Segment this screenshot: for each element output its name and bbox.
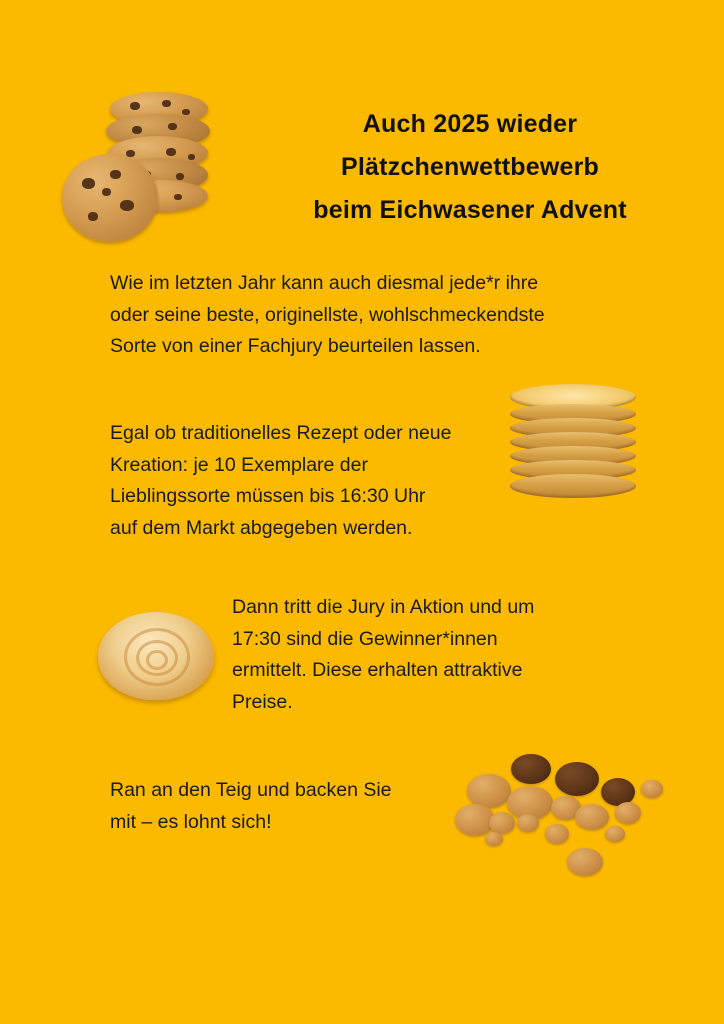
paragraph-call-to-action-line-1: Ran an den Teig und backen Sie: [110, 779, 392, 801]
paragraph-jury-line-4: Preise.: [232, 690, 293, 713]
paragraph-intro: [110, 268, 630, 363]
coconut-macaroon-photo: [98, 598, 216, 703]
assorted-cookie-pile-photo: [455, 752, 685, 880]
paragraph-rules: [110, 418, 530, 544]
headline-line-2: Plätzchenwettbewerb: [340, 152, 600, 181]
paragraph-rules-line-2: Kreation: je 10 Exemplare der: [110, 453, 368, 476]
paragraph-rules-line-3: Lieblingssorte müssen bis 16:30 Uhr: [110, 485, 426, 508]
paragraph-jury-line-2: 17:30 sind die Gewinner*innen: [232, 627, 498, 650]
page-title: [255, 103, 685, 232]
paragraph-jury-line-3: ermittelt. Diese erhalten attraktive: [232, 659, 523, 682]
paragraph-intro-line-3: Sorte von einer Fachjury beurteilen lassen.: [110, 335, 481, 358]
paragraph-call-to-action-line-2: mit – es lohnt sich!: [110, 810, 272, 833]
paragraph-intro-line-1: Wie im letzten Jahr kann auch diesmal jede*r ihre: [110, 272, 539, 294]
paragraph-jury: [232, 592, 632, 718]
paragraph-jury-line-1: Dann tritt die Jury in Aktion und um: [232, 596, 535, 618]
paragraph-rules-line-4: auf dem Markt abgegeben werden.: [110, 516, 413, 539]
stacked-round-wafer-cookies-photo: [510, 384, 660, 514]
chocolate-chip-cookie-stack-photo: [62, 92, 232, 242]
paragraph-intro-line-2: oder seine beste, originellste, wohlschmeckendste: [110, 303, 545, 326]
paragraph-rules-line-1: Egal ob traditionelles Rezept oder neue: [110, 422, 452, 444]
paragraph-call-to-action: [110, 775, 470, 838]
headline-line-1: Auch 2025 wieder: [362, 109, 578, 138]
headline-line-3: beim Eichwasener Advent: [313, 195, 627, 224]
